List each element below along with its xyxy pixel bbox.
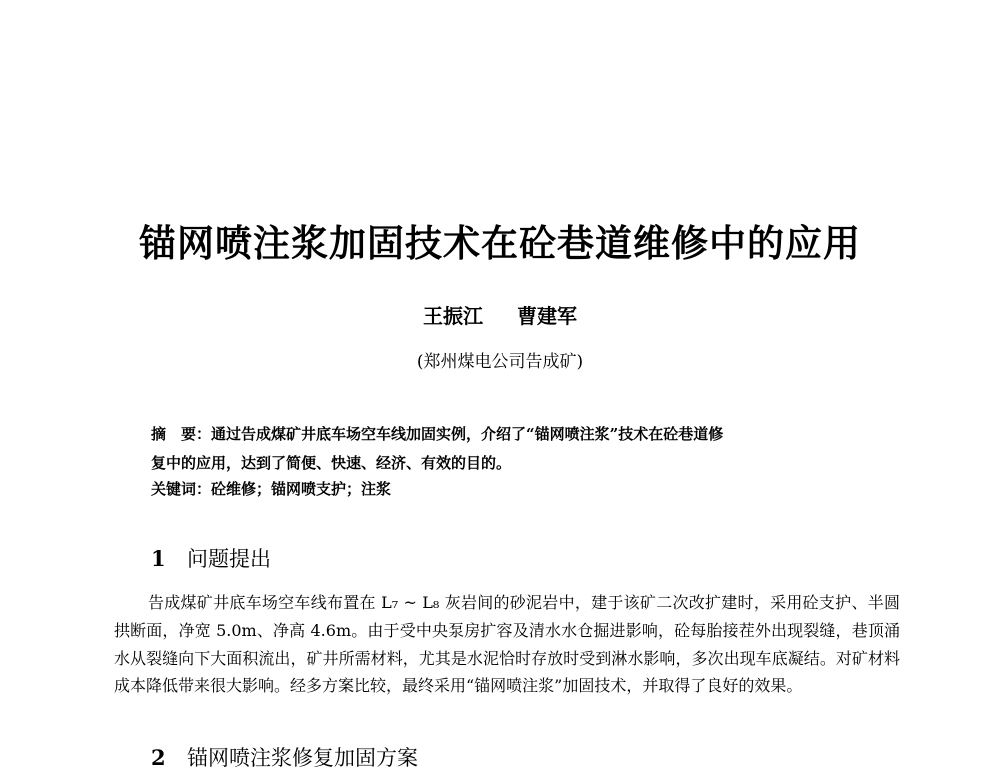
- author-name: 曹建军: [517, 304, 577, 328]
- section-title: 锚网喷注浆修复加固方案: [187, 746, 418, 770]
- keywords-text: 砼维修；锚网喷支护；注浆: [211, 480, 392, 498]
- section-body: [114, 589, 900, 700]
- section-heading: [151, 543, 271, 573]
- author-name: 王振江: [423, 304, 483, 328]
- abstract-line: 复中的应用，达到了简便、快速、经济、有效的目的。: [151, 454, 512, 472]
- abstract-label: 摘 要：: [151, 425, 212, 443]
- abstract: [151, 420, 871, 478]
- section-number: 1: [151, 546, 166, 571]
- author-list: [0, 300, 1000, 329]
- paragraph: 告成煤矿井底车场空车线布置在 L₇ ~ L₈ 灰岩间的砂泥岩中，建于该矿二次改扩建时，采用砼支护、半圆拱断面，净宽 5.0m、净高 4.6m。由于受中央泵房扩容及清水水仓掘进影响，砼每胎接茬外出现裂缝，巷顶涌水从裂缝向下大面积流出，矿井所需材料，尤其是水泥恰时存放时受到淋水影响，多次出现车底凝结。对矿材料成本降低带来很大影响。经多方案比较，最终采用“锚网喷注浆”加固技术，并取得了良好的效果。: [114, 593, 900, 696]
- paper-title: 锚网喷注浆加固技术在砼巷道维修中的应用: [139, 221, 861, 265]
- section-number: 2: [151, 745, 166, 770]
- keywords-label: 关键词：: [151, 480, 212, 498]
- section-title: 问题提出: [187, 547, 271, 571]
- affiliation: (郑州煤电公司告成矿): [416, 352, 584, 372]
- keywords: [151, 478, 391, 499]
- section-heading: [151, 742, 418, 772]
- abstract-line: 摘 要：通过告成煤矿井底车场空车线加固实例，介绍了“锚网喷注浆”技术在砼巷道修: [151, 425, 724, 443]
